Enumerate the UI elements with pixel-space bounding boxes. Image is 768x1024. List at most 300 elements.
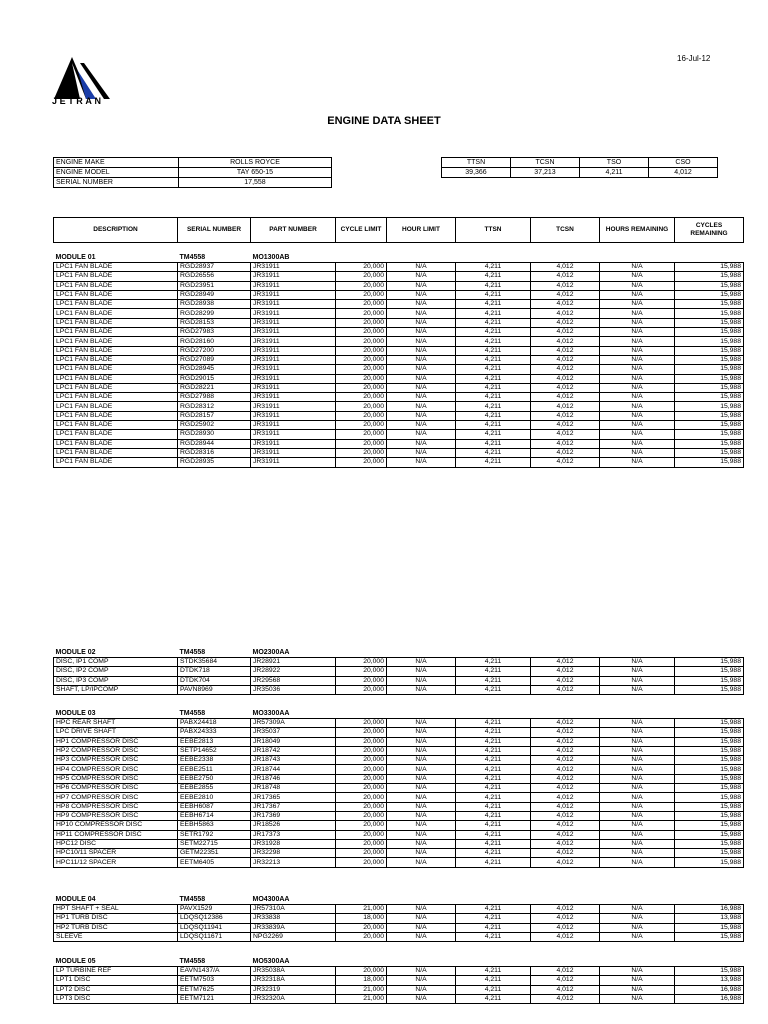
description-cell: LPC1 FAN BLADE bbox=[54, 318, 178, 327]
table-row bbox=[54, 300, 744, 309]
hours-remaining-cell: N/A bbox=[600, 365, 675, 374]
table-row bbox=[54, 793, 744, 802]
cycles-remaining-cell: 15,988 bbox=[675, 290, 744, 299]
module-header-row bbox=[54, 956, 744, 967]
description-cell: LPC1 FAN BLADE bbox=[54, 402, 178, 411]
table-row bbox=[54, 430, 744, 439]
hours-remaining-cell: N/A bbox=[600, 719, 675, 728]
cycle-limit-cell: 20,000 bbox=[336, 411, 387, 420]
cycles-remaining-cell: 15,988 bbox=[675, 448, 744, 457]
tcsn-cell: 4,012 bbox=[531, 858, 600, 867]
hour-limit-cell: N/A bbox=[387, 905, 456, 914]
ttsn-cell: 4,211 bbox=[456, 967, 531, 976]
part-number-cell: JR31911 bbox=[251, 383, 336, 392]
column-header-row bbox=[54, 218, 744, 243]
cycle-limit-cell: 20,000 bbox=[336, 458, 387, 467]
hours-remaining-cell: N/A bbox=[600, 309, 675, 318]
part-number-cell: JR31911 bbox=[251, 458, 336, 467]
cycles-remaining-cell: 15,988 bbox=[675, 967, 744, 976]
table-row bbox=[54, 774, 744, 783]
tcsn-cell: 4,012 bbox=[531, 272, 600, 281]
logo-text: JETRAN bbox=[52, 96, 104, 106]
serial-number-cell: RGD26556 bbox=[178, 272, 251, 281]
ttsn-cell: 4,211 bbox=[456, 839, 531, 848]
serial-number-cell: RGD28944 bbox=[178, 439, 251, 448]
tcsn-cell: 4,012 bbox=[531, 830, 600, 839]
cycle-limit-cell: 20,000 bbox=[336, 839, 387, 848]
hours-remaining-cell: N/A bbox=[600, 290, 675, 299]
serial-number-cell: RGD27983 bbox=[178, 328, 251, 337]
tcsn-cell: 4,012 bbox=[531, 393, 600, 402]
hours-remaining-cell: N/A bbox=[600, 328, 675, 337]
tcsn-cell: 4,012 bbox=[531, 976, 600, 985]
serial-number-cell: EETM7121 bbox=[178, 994, 251, 1003]
cycle-limit-cell: 20,000 bbox=[336, 676, 387, 685]
tcsn-cell: 4,012 bbox=[531, 421, 600, 430]
hours-remaining-cell: N/A bbox=[600, 300, 675, 309]
engine-stats-header: CSO bbox=[649, 158, 718, 168]
cycles-remaining-cell: 15,988 bbox=[675, 667, 744, 676]
table-row bbox=[54, 839, 744, 848]
tcsn-cell: 4,012 bbox=[531, 914, 600, 923]
description-cell: LPC1 FAN BLADE bbox=[54, 263, 178, 272]
table-row bbox=[54, 914, 744, 923]
serial-number-cell: EEBE2338 bbox=[178, 756, 251, 765]
module-name: MODULE 04 bbox=[55, 895, 96, 903]
serial-number-cell: RGD29015 bbox=[178, 374, 251, 383]
cycle-limit-cell: 20,000 bbox=[336, 728, 387, 737]
part-number-cell: JR18742 bbox=[251, 746, 336, 755]
cycles-remaining-cell: 16,988 bbox=[675, 905, 744, 914]
serial-number-cell: LDQSQ11941 bbox=[178, 923, 251, 932]
part-number-cell: JR31911 bbox=[251, 328, 336, 337]
cycles-remaining-cell: 15,988 bbox=[675, 719, 744, 728]
serial-number-cell: SETR1792 bbox=[178, 830, 251, 839]
hour-limit-cell: N/A bbox=[387, 821, 456, 830]
hours-remaining-cell: N/A bbox=[600, 914, 675, 923]
ttsn-cell: 4,211 bbox=[456, 830, 531, 839]
hours-remaining-cell: N/A bbox=[600, 458, 675, 467]
table-row bbox=[54, 811, 744, 820]
table-row bbox=[54, 374, 744, 383]
module-header-row bbox=[54, 647, 744, 658]
module-header-row bbox=[54, 252, 744, 263]
serial-number-cell: RGD28930 bbox=[178, 430, 251, 439]
table-row bbox=[54, 932, 744, 941]
cycles-remaining-cell: 15,988 bbox=[675, 784, 744, 793]
serial-number-cell: RGD25902 bbox=[178, 421, 251, 430]
hour-limit-cell: N/A bbox=[387, 458, 456, 467]
cycle-limit-cell: 20,000 bbox=[336, 355, 387, 364]
part-number-cell: JR35038A bbox=[251, 967, 336, 976]
cycles-remaining-cell: 15,988 bbox=[675, 765, 744, 774]
engine-stats-table bbox=[441, 157, 718, 178]
table-row bbox=[54, 281, 744, 290]
serial-number-cell: RGD27988 bbox=[178, 393, 251, 402]
ttsn-cell: 4,211 bbox=[456, 746, 531, 755]
description-cell: LPC1 FAN BLADE bbox=[54, 328, 178, 337]
cycles-remaining-cell: 15,988 bbox=[675, 411, 744, 420]
part-number-cell: JR18743 bbox=[251, 756, 336, 765]
description-cell: HPC REAR SHAFT bbox=[54, 719, 178, 728]
engine-info-value: TAY 650-15 bbox=[179, 168, 332, 178]
ttsn-cell: 4,211 bbox=[456, 811, 531, 820]
hour-limit-cell: N/A bbox=[387, 272, 456, 281]
description-cell: LPC1 FAN BLADE bbox=[54, 300, 178, 309]
part-number-cell: JR18526 bbox=[251, 821, 336, 830]
cycle-limit-cell: 20,000 bbox=[336, 402, 387, 411]
module-ref: TM4558 bbox=[179, 648, 206, 656]
part-number-cell: JR33838 bbox=[251, 914, 336, 923]
table-row bbox=[54, 858, 744, 867]
hour-limit-cell: N/A bbox=[387, 676, 456, 685]
hour-limit-cell: N/A bbox=[387, 976, 456, 985]
description-cell: LPC1 FAN BLADE bbox=[54, 439, 178, 448]
hours-remaining-cell: N/A bbox=[600, 272, 675, 281]
part-number-cell: JR57309A bbox=[251, 719, 336, 728]
part-number-cell: JR35037 bbox=[251, 728, 336, 737]
cycles-remaining-cell: 13,988 bbox=[675, 976, 744, 985]
ttsn-cell: 4,211 bbox=[456, 281, 531, 290]
description-cell: LPC1 FAN BLADE bbox=[54, 421, 178, 430]
part-number-cell: JR31911 bbox=[251, 374, 336, 383]
description-cell: HP11 COMPRESSOR DISC bbox=[54, 830, 178, 839]
description-cell: LPC1 FAN BLADE bbox=[54, 337, 178, 346]
serial-number-cell: EEBE2855 bbox=[178, 784, 251, 793]
column-header: CYCLES REMAINING bbox=[675, 218, 744, 243]
part-number-cell: JR33839A bbox=[251, 923, 336, 932]
serial-number-cell: RGD28157 bbox=[178, 411, 251, 420]
engine-stats-value: 39,366 bbox=[442, 168, 511, 178]
table-row bbox=[54, 411, 744, 420]
module-code: MO1300AB bbox=[252, 253, 290, 261]
part-number-cell: JR31911 bbox=[251, 281, 336, 290]
module-name: MODULE 03 bbox=[55, 709, 96, 717]
serial-number-cell: EEBE2750 bbox=[178, 774, 251, 783]
ttsn-cell: 4,211 bbox=[456, 263, 531, 272]
part-number-cell: JR31911 bbox=[251, 402, 336, 411]
ttsn-cell: 4,211 bbox=[456, 858, 531, 867]
ttsn-cell: 4,211 bbox=[456, 985, 531, 994]
cycles-remaining-cell: 15,988 bbox=[675, 383, 744, 392]
tcsn-cell: 4,012 bbox=[531, 932, 600, 941]
serial-number-cell: EAVN1437/A bbox=[178, 967, 251, 976]
description-cell: HP8 COMPRESSOR DISC bbox=[54, 802, 178, 811]
hour-limit-cell: N/A bbox=[387, 658, 456, 667]
serial-number-cell: EEBE2810 bbox=[178, 793, 251, 802]
serial-number-cell: RGD27200 bbox=[178, 346, 251, 355]
column-header: HOUR LIMIT bbox=[387, 218, 456, 243]
serial-number-cell: PAVX1529 bbox=[178, 905, 251, 914]
part-number-cell: JR31911 bbox=[251, 421, 336, 430]
cycles-remaining-cell: 15,988 bbox=[675, 439, 744, 448]
serial-number-cell: RGD28299 bbox=[178, 309, 251, 318]
tcsn-cell: 4,012 bbox=[531, 905, 600, 914]
ttsn-cell: 4,211 bbox=[456, 784, 531, 793]
tcsn-cell: 4,012 bbox=[531, 676, 600, 685]
serial-number-cell: EETM7625 bbox=[178, 985, 251, 994]
cycles-remaining-cell: 15,988 bbox=[675, 365, 744, 374]
cycle-limit-cell: 20,000 bbox=[336, 393, 387, 402]
module-ref: TM4558 bbox=[179, 253, 206, 261]
cycle-limit-cell: 21,000 bbox=[336, 994, 387, 1003]
cycles-remaining-cell: 15,988 bbox=[675, 685, 744, 694]
hour-limit-cell: N/A bbox=[387, 849, 456, 858]
tcsn-cell: 4,012 bbox=[531, 281, 600, 290]
description-cell: HP7 COMPRESSOR DISC bbox=[54, 793, 178, 802]
hour-limit-cell: N/A bbox=[387, 839, 456, 848]
ttsn-cell: 4,211 bbox=[456, 309, 531, 318]
module-02-table bbox=[53, 647, 744, 695]
ttsn-cell: 4,211 bbox=[456, 932, 531, 941]
table-row bbox=[54, 309, 744, 318]
cycle-limit-cell: 20,000 bbox=[336, 430, 387, 439]
tcsn-cell: 4,012 bbox=[531, 374, 600, 383]
module-code: MO2300AA bbox=[252, 648, 290, 656]
tcsn-cell: 4,012 bbox=[531, 263, 600, 272]
engine-info-value: 17,558 bbox=[179, 178, 332, 188]
hour-limit-cell: N/A bbox=[387, 328, 456, 337]
part-number-cell: JR31911 bbox=[251, 439, 336, 448]
hours-remaining-cell: N/A bbox=[600, 839, 675, 848]
cycles-remaining-cell: 15,988 bbox=[675, 932, 744, 941]
cycle-limit-cell: 20,000 bbox=[336, 328, 387, 337]
hour-limit-cell: N/A bbox=[387, 346, 456, 355]
ttsn-cell: 4,211 bbox=[456, 914, 531, 923]
cycles-remaining-cell: 15,988 bbox=[675, 756, 744, 765]
cycle-limit-cell: 20,000 bbox=[336, 421, 387, 430]
hours-remaining-cell: N/A bbox=[600, 448, 675, 457]
hours-remaining-cell: N/A bbox=[600, 858, 675, 867]
cycle-limit-cell: 20,000 bbox=[336, 923, 387, 932]
cycle-limit-cell: 20,000 bbox=[336, 448, 387, 457]
cycle-limit-cell: 20,000 bbox=[336, 858, 387, 867]
hours-remaining-cell: N/A bbox=[600, 756, 675, 765]
part-number-cell: NPG2269 bbox=[251, 932, 336, 941]
part-number-cell: JR31911 bbox=[251, 355, 336, 364]
table-row bbox=[54, 784, 744, 793]
description-cell: HPC10/11 SPACER bbox=[54, 849, 178, 858]
cycle-limit-cell: 20,000 bbox=[336, 737, 387, 746]
ttsn-cell: 4,211 bbox=[456, 793, 531, 802]
engine-stats-value: 4,211 bbox=[580, 168, 649, 178]
description-cell: LPC1 FAN BLADE bbox=[54, 393, 178, 402]
hour-limit-cell: N/A bbox=[387, 337, 456, 346]
cycle-limit-cell: 20,000 bbox=[336, 272, 387, 281]
table-row bbox=[54, 830, 744, 839]
cycles-remaining-cell: 15,988 bbox=[675, 458, 744, 467]
engine-stats-value: 4,012 bbox=[649, 168, 718, 178]
cycle-limit-cell: 21,000 bbox=[336, 905, 387, 914]
tcsn-cell: 4,012 bbox=[531, 756, 600, 765]
ttsn-cell: 4,211 bbox=[456, 290, 531, 299]
ttsn-cell: 4,211 bbox=[456, 346, 531, 355]
tcsn-cell: 4,012 bbox=[531, 658, 600, 667]
serial-number-cell: RGD28937 bbox=[178, 263, 251, 272]
serial-number-cell: RGD28938 bbox=[178, 300, 251, 309]
hours-remaining-cell: N/A bbox=[600, 676, 675, 685]
part-number-cell: JR31911 bbox=[251, 448, 336, 457]
description-cell: LPC1 FAN BLADE bbox=[54, 383, 178, 392]
ttsn-cell: 4,211 bbox=[456, 676, 531, 685]
cycle-limit-cell: 20,000 bbox=[336, 383, 387, 392]
cycles-remaining-cell: 15,988 bbox=[675, 849, 744, 858]
hour-limit-cell: N/A bbox=[387, 858, 456, 867]
table-row bbox=[54, 263, 744, 272]
tcsn-cell: 4,012 bbox=[531, 802, 600, 811]
ttsn-cell: 4,211 bbox=[456, 719, 531, 728]
hours-remaining-cell: N/A bbox=[600, 793, 675, 802]
serial-number-cell: EEBE2511 bbox=[178, 765, 251, 774]
cycles-remaining-cell: 15,988 bbox=[675, 728, 744, 737]
tcsn-cell: 4,012 bbox=[531, 821, 600, 830]
description-cell: SHAFT, LP/IPCOMP bbox=[54, 685, 178, 694]
cycle-limit-cell: 20,000 bbox=[336, 756, 387, 765]
hour-limit-cell: N/A bbox=[387, 281, 456, 290]
table-row bbox=[54, 421, 744, 430]
ttsn-cell: 4,211 bbox=[456, 756, 531, 765]
cycle-limit-cell: 20,000 bbox=[336, 821, 387, 830]
description-cell: HP3 COMPRESSOR DISC bbox=[54, 756, 178, 765]
cycles-remaining-cell: 15,988 bbox=[675, 858, 744, 867]
description-cell: HPC11/12 SPACER bbox=[54, 858, 178, 867]
part-number-cell: JR32319 bbox=[251, 985, 336, 994]
hour-limit-cell: N/A bbox=[387, 411, 456, 420]
tcsn-cell: 4,012 bbox=[531, 383, 600, 392]
description-cell: HPC12 DISC bbox=[54, 839, 178, 848]
cycle-limit-cell: 20,000 bbox=[336, 746, 387, 755]
engine-stats-header: TCSN bbox=[511, 158, 580, 168]
part-number-cell: JR32318A bbox=[251, 976, 336, 985]
description-cell: LPT3 DISC bbox=[54, 994, 178, 1003]
cycles-remaining-cell: 15,988 bbox=[675, 746, 744, 755]
part-number-cell: JR18748 bbox=[251, 784, 336, 793]
ttsn-cell: 4,211 bbox=[456, 411, 531, 420]
hours-remaining-cell: N/A bbox=[600, 746, 675, 755]
serial-number-cell: EEBH6714 bbox=[178, 811, 251, 820]
cycles-remaining-cell: 16,988 bbox=[675, 994, 744, 1003]
engine-info-label: SERIAL NUMBER bbox=[54, 178, 179, 188]
module-ref: TM4558 bbox=[179, 957, 206, 965]
table-row bbox=[54, 383, 744, 392]
hours-remaining-cell: N/A bbox=[600, 784, 675, 793]
ttsn-cell: 4,211 bbox=[456, 849, 531, 858]
part-number-cell: JR31911 bbox=[251, 411, 336, 420]
description-cell: LPC1 FAN BLADE bbox=[54, 281, 178, 290]
hour-limit-cell: N/A bbox=[387, 994, 456, 1003]
ttsn-cell: 4,211 bbox=[456, 728, 531, 737]
part-number-cell: JR18049 bbox=[251, 737, 336, 746]
serial-number-cell: SETM22715 bbox=[178, 839, 251, 848]
hour-limit-cell: N/A bbox=[387, 383, 456, 392]
tcsn-cell: 4,012 bbox=[531, 667, 600, 676]
tcsn-cell: 4,012 bbox=[531, 318, 600, 327]
part-number-cell: JR31911 bbox=[251, 346, 336, 355]
part-number-cell: JR32320A bbox=[251, 994, 336, 1003]
cycle-limit-cell: 20,000 bbox=[336, 811, 387, 820]
serial-number-cell: RGD28935 bbox=[178, 458, 251, 467]
tcsn-cell: 4,012 bbox=[531, 774, 600, 783]
part-number-cell: JR31911 bbox=[251, 318, 336, 327]
hours-remaining-cell: N/A bbox=[600, 685, 675, 694]
parts-table-header bbox=[53, 217, 744, 243]
hours-remaining-cell: N/A bbox=[600, 667, 675, 676]
engine-info-row bbox=[54, 168, 332, 178]
hours-remaining-cell: N/A bbox=[600, 976, 675, 985]
hours-remaining-cell: N/A bbox=[600, 967, 675, 976]
description-cell: HP10 COMPRESSOR DISC bbox=[54, 821, 178, 830]
ttsn-cell: 4,211 bbox=[456, 402, 531, 411]
cycle-limit-cell: 20,000 bbox=[336, 784, 387, 793]
module-ref: TM4558 bbox=[179, 709, 206, 717]
part-number-cell: JR28921 bbox=[251, 658, 336, 667]
description-cell: HP5 COMPRESSOR DISC bbox=[54, 774, 178, 783]
module-03-table bbox=[53, 708, 744, 868]
description-cell: LPC1 FAN BLADE bbox=[54, 458, 178, 467]
table-row bbox=[54, 318, 744, 327]
ttsn-cell: 4,211 bbox=[456, 905, 531, 914]
hour-limit-cell: N/A bbox=[387, 374, 456, 383]
tcsn-cell: 4,012 bbox=[531, 290, 600, 299]
table-row bbox=[54, 685, 744, 694]
hours-remaining-cell: N/A bbox=[600, 383, 675, 392]
ttsn-cell: 4,211 bbox=[456, 821, 531, 830]
hours-remaining-cell: N/A bbox=[600, 923, 675, 932]
hours-remaining-cell: N/A bbox=[600, 658, 675, 667]
cycle-limit-cell: 20,000 bbox=[336, 337, 387, 346]
part-number-cell: JR31911 bbox=[251, 300, 336, 309]
hour-limit-cell: N/A bbox=[387, 355, 456, 364]
cycle-limit-cell: 20,000 bbox=[336, 765, 387, 774]
serial-number-cell: RGD28945 bbox=[178, 365, 251, 374]
ttsn-cell: 4,211 bbox=[456, 765, 531, 774]
tcsn-cell: 4,012 bbox=[531, 328, 600, 337]
hour-limit-cell: N/A bbox=[387, 430, 456, 439]
cycles-remaining-cell: 15,988 bbox=[675, 263, 744, 272]
serial-number-cell: EETM6405 bbox=[178, 858, 251, 867]
cycles-remaining-cell: 15,988 bbox=[675, 811, 744, 820]
ttsn-cell: 4,211 bbox=[456, 328, 531, 337]
serial-number-cell: RGD28316 bbox=[178, 448, 251, 457]
table-row bbox=[54, 923, 744, 932]
serial-number-cell: STDK35684 bbox=[178, 658, 251, 667]
cycles-remaining-cell: 15,988 bbox=[675, 337, 744, 346]
description-cell: LPC1 FAN BLADE bbox=[54, 411, 178, 420]
table-row bbox=[54, 976, 744, 985]
cycle-limit-cell: 20,000 bbox=[336, 263, 387, 272]
cycles-remaining-cell: 15,988 bbox=[675, 923, 744, 932]
part-number-cell: JR29568 bbox=[251, 676, 336, 685]
column-header: SERIAL NUMBER bbox=[178, 218, 251, 243]
engine-stats-value: 37,213 bbox=[511, 168, 580, 178]
description-cell: HP6 COMPRESSOR DISC bbox=[54, 784, 178, 793]
part-number-cell: JR18746 bbox=[251, 774, 336, 783]
serial-number-cell: PAVN8969 bbox=[178, 685, 251, 694]
cycles-remaining-cell: 15,988 bbox=[675, 793, 744, 802]
cycles-remaining-cell: 15,988 bbox=[675, 830, 744, 839]
hours-remaining-cell: N/A bbox=[600, 849, 675, 858]
cycle-limit-cell: 20,000 bbox=[336, 658, 387, 667]
serial-number-cell: RGD23951 bbox=[178, 281, 251, 290]
tcsn-cell: 4,012 bbox=[531, 685, 600, 694]
cycles-remaining-cell: 15,988 bbox=[675, 430, 744, 439]
tcsn-cell: 4,012 bbox=[531, 737, 600, 746]
hour-limit-cell: N/A bbox=[387, 263, 456, 272]
description-cell: DISC, IP2 COMP bbox=[54, 667, 178, 676]
table-row bbox=[54, 355, 744, 364]
tcsn-cell: 4,012 bbox=[531, 411, 600, 420]
serial-number-cell: RGD28221 bbox=[178, 383, 251, 392]
